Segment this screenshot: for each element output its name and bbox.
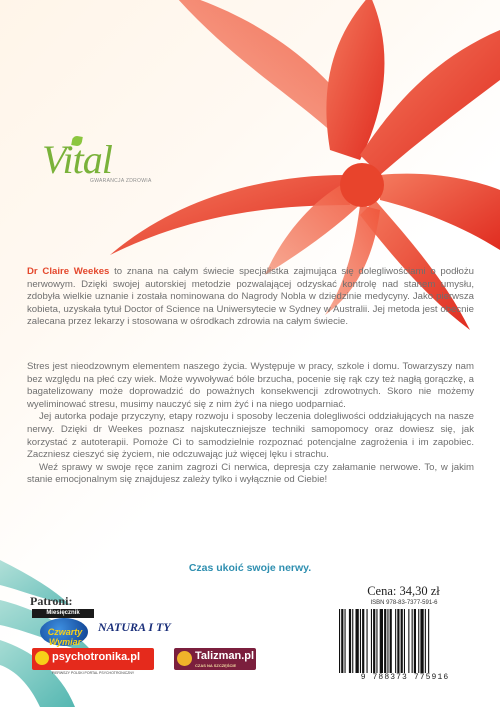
patron-czwarty-wymiar-logo bbox=[32, 609, 94, 647]
patrons-label: Patroni: bbox=[30, 594, 73, 608]
isbn: ISBN 978-83-7377-591-6 bbox=[370, 600, 438, 606]
barcode-bar bbox=[387, 609, 388, 673]
barcode-bar bbox=[401, 609, 403, 673]
barcode-bar bbox=[380, 609, 383, 673]
tagline: Czas ukoić swoje nerwy. bbox=[188, 562, 312, 574]
patron-talizman-sub: CZAS NA SZCZĘŚCIE bbox=[195, 663, 237, 668]
logo-tagline: GWARANCJA ZDROWIA bbox=[90, 178, 152, 184]
barcode-bar bbox=[395, 609, 396, 673]
book-description bbox=[27, 361, 474, 487]
patron-psychotronika-sub: PIERWSZY POLSKI PORTAL PSYCHOTRONICZNY bbox=[51, 671, 135, 675]
description-paragraph: Stres jest nieodzownym elementem naszego życia. Występuje w pracy, szkole i domu. Towarzyszy nam bez względu na płeć czy wiek. Może wywoływać bóle brzucha, pocenie się rąk czy też nagłą gorączkę, a bagatelizowany może doprowadzić do poważnych konsekwencji zdrowotnych. Skoro nie możemy wyeliminować stresu, musimy nauczyć się z nim żyć i na niego uodparniać. bbox=[27, 361, 474, 410]
logo-word: Vital bbox=[42, 137, 112, 182]
description-paragraph: Weź sprawy w swoje ręce zanim zagrozi Ci nerwica, depresja czy załamanie nerwowe. To, w jakim stanie emocjonalnym się znajdujesz zależy tylko i wyłącznie od Ciebie! bbox=[27, 461, 474, 486]
barcode-bar bbox=[404, 609, 405, 673]
barcode-bar bbox=[345, 609, 346, 673]
flower-center bbox=[340, 163, 384, 207]
barcode-bar bbox=[360, 609, 361, 673]
barcode-bar bbox=[356, 609, 359, 673]
patron-psychotronika-name: psychotronika.pl bbox=[52, 651, 141, 663]
barcode-bar bbox=[418, 609, 419, 673]
patron-talizman-logo bbox=[174, 648, 256, 670]
patron-magazine-label: Miesięcznik bbox=[32, 609, 94, 618]
author-bio bbox=[27, 266, 474, 329]
barcode-bar bbox=[367, 609, 368, 673]
patron-psychotronika-logo bbox=[32, 648, 154, 675]
barcode-bar bbox=[373, 609, 375, 673]
price: Cena: 34,30 zł bbox=[367, 584, 440, 598]
psychotronika-icon bbox=[35, 651, 49, 665]
barcode-bar bbox=[390, 609, 392, 673]
barcode-bar bbox=[408, 609, 409, 673]
barcode-bar bbox=[412, 609, 413, 673]
barcode-bar bbox=[341, 609, 343, 673]
barcode-bar bbox=[376, 609, 377, 673]
barcode-bar bbox=[339, 609, 340, 673]
barcode-bar bbox=[352, 609, 353, 673]
patron-magazine-title: Czwarty Wymiar bbox=[47, 627, 83, 647]
barcode-bar bbox=[397, 609, 399, 673]
barcode-bar bbox=[428, 609, 429, 673]
barcode-bar bbox=[414, 609, 416, 673]
barcode-bar bbox=[371, 609, 372, 673]
author-name: Dr Claire Weekes bbox=[27, 266, 110, 277]
vital-logo bbox=[42, 137, 162, 190]
barcode-bars bbox=[339, 609, 469, 673]
barcode-bar bbox=[349, 609, 351, 673]
barcode-bar bbox=[362, 609, 364, 673]
description-paragraph: Jej autorka podaje przyczyny, etapy rozwoju i sposoby leczenia dolegliwości oddziałujących na nasze nerwy. Dzięki dr Weekes poznasz najskuteczniejsze techniki samopomocy oraz dowiesz się, jak korzystać z autoterapii. Pomoże Ci to samodzielnie rozpoznać potencjalne zagrożenia i im zapobiec. Zaczniesz cieszyć się życiem, nie odczuwając już więcej lęku i strachu. bbox=[27, 411, 474, 461]
talizman-icon bbox=[177, 651, 192, 666]
barcode-bar bbox=[420, 609, 423, 673]
barcode bbox=[331, 598, 477, 686]
patron-talizman-name: Talizman.pl bbox=[195, 650, 255, 662]
patron-natura-i-ty-logo: NATURA I TY bbox=[98, 620, 171, 634]
barcode-bar bbox=[425, 609, 426, 673]
barcode-bar bbox=[384, 609, 386, 673]
author-bio-text: to znana na całym świecie specjalistka zajmująca się dolegliwościami o podłożu nerwowym. Dzięki swojej autorskiej metodzie pozwalającej odzyskać kontrolę nad stanem umysłu, zdobyła wielkie uznanie i została nominowana do Nagrody Nobla w dziedzinie medycyny. Jako pierwsza kobieta, uzyskała tytuł Doctor of Science na Uniwersytecie w Sydney w Australii. Jej metoda jest obecnie zalecana przez lekarzy i stosowana w ośrodkach zdrowia na całym świecie. bbox=[27, 266, 475, 328]
barcode-digits: 9 788373 775916 bbox=[360, 673, 450, 682]
